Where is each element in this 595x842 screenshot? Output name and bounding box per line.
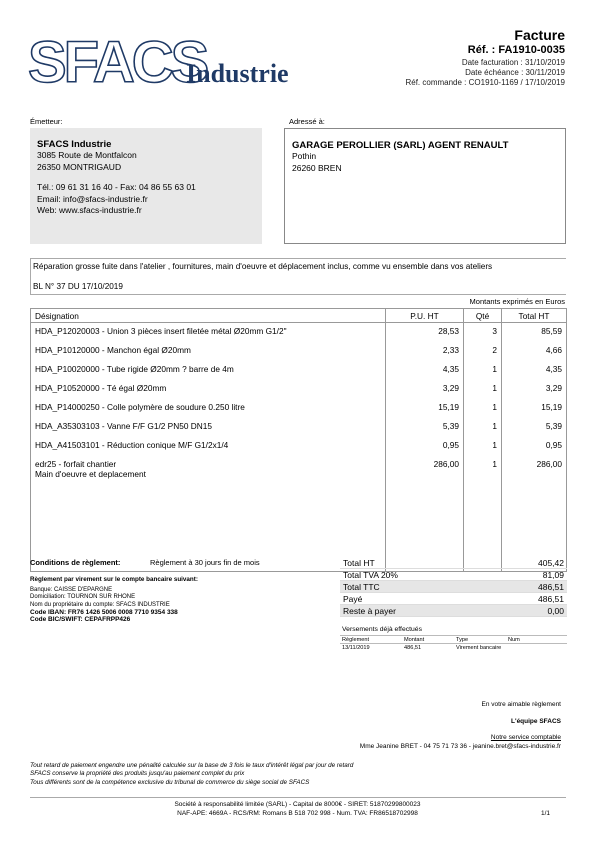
invoice-date: Date facturation : 31/10/2019 xyxy=(461,58,565,67)
emitter-web: Web: www.sfacs-industrie.fr xyxy=(37,205,142,215)
items-table xyxy=(30,308,567,572)
closing-greeting: En votre aimable règlement xyxy=(481,701,561,708)
recipient-address1: Pothin xyxy=(292,151,317,161)
total-value: 405,42 xyxy=(489,557,567,569)
table-row xyxy=(31,380,567,399)
row-unit-price: 0,95 xyxy=(386,437,464,456)
row-total: 4,66 xyxy=(502,342,567,361)
svg-text:SFACS: SFACS xyxy=(28,30,207,90)
row-unit-price: 28,53 xyxy=(386,323,464,343)
recipient-name: GARAGE PEROLLIER (SARL) AGENT RENAULT xyxy=(292,140,509,151)
table-row xyxy=(31,456,567,572)
header-quantity: Qté xyxy=(464,309,502,323)
row-unit-price: 5,39 xyxy=(386,418,464,437)
recipient-caption: Adressé à: xyxy=(289,117,325,126)
emitter-name: SFACS Industrie xyxy=(37,139,112,150)
row-total: 3,29 xyxy=(502,380,567,399)
table-row xyxy=(31,342,567,361)
payments-made-caption: Versements déjà effectués xyxy=(342,626,422,633)
emitter-address1: 3085 Route de Montfalcon xyxy=(37,150,137,160)
pm-date: 13/11/2019 xyxy=(342,644,370,651)
header-total: Total HT xyxy=(502,309,567,323)
row-unit-price: 3,29 xyxy=(386,380,464,399)
total-label: Total TTC xyxy=(340,581,489,593)
emitter-address2: 26350 MONTRIGAUD xyxy=(37,161,122,172)
payment-row xyxy=(340,644,567,652)
table-row xyxy=(31,323,567,343)
table-row xyxy=(31,361,567,380)
pm-header-num: Num xyxy=(506,636,567,644)
header-unit-price: P.U. HT xyxy=(386,309,464,323)
invoice-description xyxy=(30,258,566,295)
table-row xyxy=(31,418,567,437)
legal-notes xyxy=(30,762,353,787)
total-value: 486,51 xyxy=(489,581,567,593)
table-row xyxy=(31,399,567,418)
pm-amount: 486,51 xyxy=(404,644,422,651)
bank-name: Banque: CAISSE D'EPARGNE xyxy=(30,587,113,593)
svg-text:Industrie: Industrie xyxy=(186,59,289,88)
total-row xyxy=(340,593,567,605)
row-total: 15,19 xyxy=(502,399,567,418)
closing-accounting: Notre service comptable xyxy=(490,734,561,741)
row-total: 286,00 xyxy=(502,456,567,572)
row-designation-cell xyxy=(31,456,386,572)
total-value: 0,00 xyxy=(489,605,567,617)
description-line1: Réparation grosse fuite dans l'atelier , fournitures, main d'oeuvre et déplacement inclus, comme vu ensemble dans vos ateliers xyxy=(33,262,493,271)
bank-domiciliation: Domiciliation: TOURNON SUR RHONE xyxy=(30,594,136,601)
row-quantity: 1 xyxy=(464,380,502,399)
payment-terms-value: Règlement à 30 jours fin de mois xyxy=(150,558,260,567)
currency-note: Montants exprimés en Euros xyxy=(469,297,565,306)
row-quantity: 1 xyxy=(464,437,502,456)
pm-header-date: Règlement xyxy=(340,636,402,644)
emitter-email: Email: info@sfacs-industrie.fr xyxy=(37,193,148,204)
emitter-caption: Émetteur: xyxy=(30,117,63,126)
company-logo xyxy=(26,30,326,90)
total-row xyxy=(340,557,567,569)
row-unit-price: 15,19 xyxy=(386,399,464,418)
row-quantity: 1 xyxy=(464,361,502,380)
row-unit-price: 4,35 xyxy=(386,361,464,380)
total-label: Total HT xyxy=(340,557,489,569)
total-label: Total TVA 20% xyxy=(340,569,489,581)
row-total: 4,35 xyxy=(502,361,567,380)
payments-made-table xyxy=(340,635,567,651)
footer-company-info: Société à responsabilité limitée (SARL) - Capital de 8000€ - SIRET: 51870299800023 xyxy=(174,801,421,808)
pm-num xyxy=(506,644,567,652)
row-designation: HDA_A41503101 - Réduction conique M/F G1/2x1/4 xyxy=(31,437,386,456)
row-unit-price: 286,00 xyxy=(386,456,464,572)
pm-header-amount: Montant xyxy=(402,636,454,644)
payments-made-header xyxy=(340,636,567,644)
total-row xyxy=(340,569,567,581)
row-quantity: 3 xyxy=(464,323,502,343)
row-quantity: 1 xyxy=(464,456,502,572)
row-quantity: 2 xyxy=(464,342,502,361)
note-jurisdiction: Tous différents sont de la compétence exclusive du tribunal de commerce du siège social de SFACS xyxy=(30,778,310,786)
row-designation: HDA_P10120000 - Manchon égal Ø20mm xyxy=(31,342,386,361)
order-reference: Réf. commande : CO1910-1169 / 17/10/2019 xyxy=(405,78,565,87)
note-ownership: SFACS conserve la propriété des produits jusqu'au paiement complet du prix xyxy=(30,770,245,778)
due-date: Date échéance : 30/11/2019 xyxy=(465,68,565,77)
bank-details xyxy=(30,587,178,623)
row-quantity: 1 xyxy=(464,418,502,437)
invoice-reference: Réf. : FA1910-0035 xyxy=(467,44,565,56)
row-designation: edr25 - forfait chantier xyxy=(35,459,117,469)
row-designation: HDA_A35303103 - Vanne F/F G1/2 PN50 DN15 xyxy=(31,418,386,437)
row-unit-price: 2,33 xyxy=(386,342,464,361)
row-total: 0,95 xyxy=(502,437,567,456)
row-quantity: 1 xyxy=(464,399,502,418)
closing-contact: Mme Jeanine BRET - 04 75 71 73 36 - jeanine.bret@sfacs-industrie.fr xyxy=(359,743,561,750)
iban: Code IBAN: FR76 1426 5006 0008 7710 9354 338 xyxy=(30,608,178,616)
emitter-box xyxy=(30,128,262,244)
payment-terms-label: Conditions de règlement: xyxy=(30,558,121,567)
items-table-header xyxy=(31,309,567,323)
bic: Code BIC/SWIFT: CEPAFRPP426 xyxy=(30,616,131,624)
row-designation: HDA_P10520000 - Té égal Ø20mm xyxy=(31,380,386,399)
header-designation: Désignation xyxy=(31,309,386,323)
row-total: 85,59 xyxy=(502,323,567,343)
page-number: 1/1 xyxy=(540,810,550,817)
total-row xyxy=(340,581,567,593)
description-line2: BL N° 37 DU 17/10/2019 xyxy=(33,282,123,291)
table-row xyxy=(31,437,567,456)
row-designation-detail: Main d'oeuvre et deplacement xyxy=(35,469,146,479)
total-row xyxy=(340,605,567,617)
document-type: Facture xyxy=(514,27,565,43)
account-owner: Nom du propriétaire du compte: SFACS INDUSTRIE xyxy=(30,601,170,608)
recipient-box xyxy=(284,128,566,244)
total-label: Payé xyxy=(340,593,489,605)
row-total: 5,39 xyxy=(502,418,567,437)
total-value: 81,09 xyxy=(489,569,567,581)
pm-header-type: Type xyxy=(454,636,506,644)
footer-divider xyxy=(30,797,566,798)
emitter-phone: Tél.: 09 61 31 16 40 - Fax: 04 86 55 63 01 xyxy=(37,182,196,192)
totals-table xyxy=(340,557,567,617)
closing-team: L'équipe SFACS xyxy=(511,718,561,725)
pm-type: Virement bancaire xyxy=(456,644,502,651)
footer-registration: NAF-APE: 4669A - RCS/RM: Romans B 518 702 998 - Num. TVA: FR86518702998 xyxy=(177,810,418,817)
wire-transfer-title: Règlement par virement sur le compte bancaire suivant: xyxy=(30,576,198,583)
total-label: Reste à payer xyxy=(340,605,489,617)
row-designation: HDA_P12020003 - Union 3 pièces insert filetée métal Ø20mm G1/2" xyxy=(31,323,386,343)
total-value: 486,51 xyxy=(489,593,567,605)
note-late-payment: Tout retard de paiement engendre une pénalité calculée sur la base de 3 fois le taux d'intérêt légal par jour de retard xyxy=(30,762,354,769)
recipient-address2: 26260 BREN xyxy=(292,162,342,173)
row-designation: HDA_P14000250 - Colle polymère de soudure 0.250 litre xyxy=(31,399,386,418)
row-designation: HDA_P10020000 - Tube rigide Ø20mm ? barre de 4m xyxy=(31,361,386,380)
